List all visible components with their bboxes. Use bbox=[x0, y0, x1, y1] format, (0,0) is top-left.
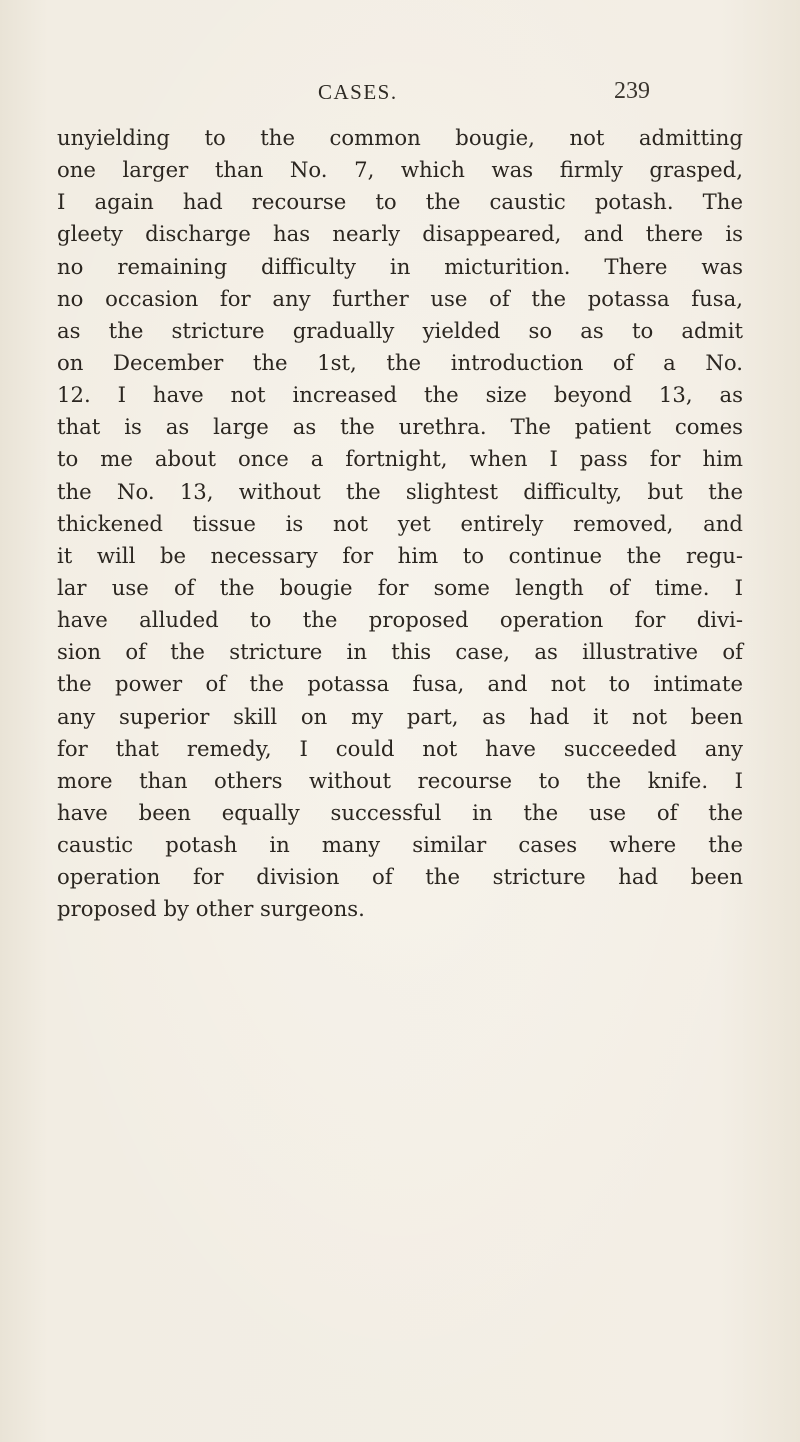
text-line: thickened tissue is not yet entirely removed, and bbox=[57, 510, 743, 536]
text-line: on December the 1st, the introduction of a No. bbox=[57, 349, 743, 375]
text-line: no remaining difficulty in micturition. There was bbox=[57, 253, 743, 279]
text-line: any superior skill on my part, as had it not been bbox=[57, 703, 743, 729]
text-line: operation for division of the stricture had been bbox=[57, 864, 743, 890]
page-number: 239 bbox=[614, 78, 650, 104]
text-line: have alluded to the proposed operation for divi- bbox=[57, 607, 743, 633]
text-line: unyielding to the common bougie, not admitting bbox=[57, 125, 743, 150]
text-line: gleety discharge has nearly disappeared, and there is bbox=[57, 221, 743, 247]
body-text bbox=[57, 122, 743, 926]
text-line: I again had recourse to the caustic potash. The bbox=[57, 189, 743, 215]
text-line: sion of the stricture in this case, as illustrative of bbox=[57, 639, 743, 665]
text-line: to me about once a fortnight, when I pass for him bbox=[57, 446, 743, 472]
text-line: more than others without recourse to the knife. I bbox=[57, 767, 743, 793]
text-line: have been equally successful in the use of the bbox=[57, 799, 743, 825]
text-line: the No. 13, without the slightest difficulty, but the bbox=[57, 478, 743, 504]
text-line: no occasion for any further use of the potassa fusa, bbox=[57, 285, 743, 311]
running-head-title: CASES. bbox=[318, 80, 398, 104]
text-line-final: proposed by other surgeons. bbox=[57, 896, 365, 922]
text-line: one larger than No. 7, which was firmly grasped, bbox=[57, 157, 743, 183]
text-line: 12. I have not increased the size beyond 13, as bbox=[57, 382, 743, 408]
text-line: that is as large as the urethra. The patient comes bbox=[57, 414, 743, 440]
text-line: it will be necessary for him to continue the regu- bbox=[57, 542, 743, 568]
text-line: as the stricture gradually yielded so as to admit bbox=[57, 317, 743, 343]
text-line: lar use of the bougie for some length of time. I bbox=[57, 574, 743, 600]
text-line: caustic potash in many similar cases where the bbox=[57, 832, 743, 858]
text-line: for that remedy, I could not have succeeded any bbox=[57, 735, 743, 761]
text-line: the power of the potassa fusa, and not to intimate bbox=[57, 671, 743, 697]
running-head bbox=[0, 80, 800, 110]
